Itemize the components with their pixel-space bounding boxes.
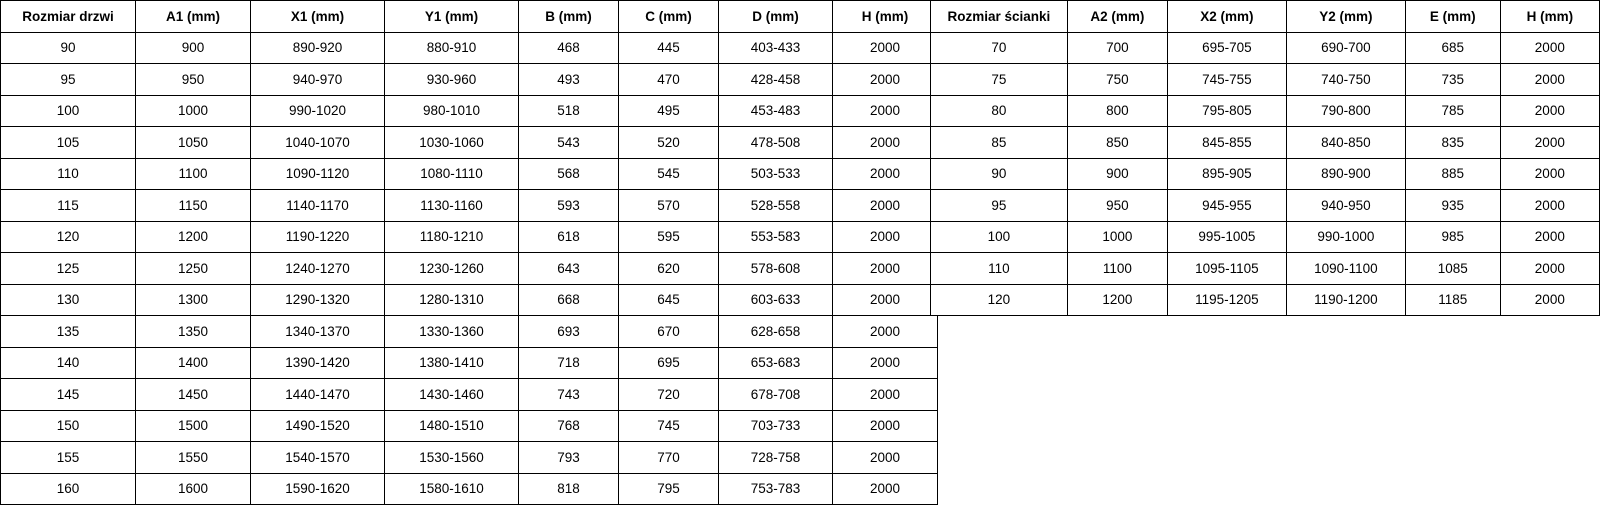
doors-cell: 980-1010 <box>385 95 519 127</box>
walls-cell: 935 <box>1405 190 1500 222</box>
walls-cell: 2000 <box>1500 95 1599 127</box>
doors-cell: 2000 <box>833 253 938 285</box>
doors-cell: 1140-1170 <box>251 190 385 222</box>
table-row <box>1 410 938 442</box>
doors-cell: 478-508 <box>719 127 833 159</box>
doors-cell: 95 <box>1 64 136 96</box>
doors-cell: 568 <box>519 158 619 190</box>
doors-cell: 2000 <box>833 127 938 159</box>
doors-column-header: X1 (mm) <box>251 1 385 33</box>
walls-dimensions-table <box>930 0 1600 316</box>
doors-cell: 2000 <box>833 379 938 411</box>
doors-cell: 628-658 <box>719 316 833 348</box>
doors-cell: 603-633 <box>719 284 833 316</box>
doors-cell: 2000 <box>833 64 938 96</box>
doors-cell: 578-608 <box>719 253 833 285</box>
walls-cell: 110 <box>931 253 1068 285</box>
doors-cell: 105 <box>1 127 136 159</box>
walls-cell: 800 <box>1067 95 1167 127</box>
walls-cell: 990-1000 <box>1286 221 1405 253</box>
walls-cell: 840-850 <box>1286 127 1405 159</box>
doors-cell: 620 <box>619 253 719 285</box>
walls-cell: 845-855 <box>1167 127 1286 159</box>
doors-cell: 120 <box>1 221 136 253</box>
doors-cell: 1340-1370 <box>251 316 385 348</box>
doors-cell: 528-558 <box>719 190 833 222</box>
table-row <box>1 158 938 190</box>
table-row <box>1 473 938 505</box>
walls-cell: 795-805 <box>1167 95 1286 127</box>
walls-cell: 695-705 <box>1167 32 1286 64</box>
doors-cell: 770 <box>619 442 719 474</box>
walls-cell: 85 <box>931 127 1068 159</box>
walls-cell: 2000 <box>1500 32 1599 64</box>
doors-cell: 1040-1070 <box>251 127 385 159</box>
doors-cell: 880-910 <box>385 32 519 64</box>
doors-cell: 1380-1410 <box>385 347 519 379</box>
doors-column-header: D (mm) <box>719 1 833 33</box>
doors-cell: 1240-1270 <box>251 253 385 285</box>
doors-cell: 818 <box>519 473 619 505</box>
walls-cell: 1190-1200 <box>1286 284 1405 316</box>
doors-cell: 2000 <box>833 95 938 127</box>
walls-cell: 995-1005 <box>1167 221 1286 253</box>
walls-cell: 1085 <box>1405 253 1500 285</box>
doors-cell: 553-583 <box>719 221 833 253</box>
doors-cell: 890-920 <box>251 32 385 64</box>
walls-cell: 2000 <box>1500 221 1599 253</box>
doors-cell: 1500 <box>136 410 251 442</box>
doors-cell: 1350 <box>136 316 251 348</box>
doors-cell: 1480-1510 <box>385 410 519 442</box>
walls-cell: 2000 <box>1500 127 1599 159</box>
doors-cell: 2000 <box>833 347 938 379</box>
doors-cell: 2000 <box>833 410 938 442</box>
doors-cell: 1530-1560 <box>385 442 519 474</box>
walls-cell: 890-900 <box>1286 158 1405 190</box>
doors-cell: 745 <box>619 410 719 442</box>
walls-table-body <box>931 32 1600 316</box>
walls-cell: 120 <box>931 284 1068 316</box>
walls-cell: 1000 <box>1067 221 1167 253</box>
doors-column-header: Y1 (mm) <box>385 1 519 33</box>
walls-column-header: A2 (mm) <box>1067 1 1167 33</box>
walls-cell: 835 <box>1405 127 1500 159</box>
walls-cell: 745-755 <box>1167 64 1286 96</box>
table-row <box>1 442 938 474</box>
doors-cell: 453-483 <box>719 95 833 127</box>
doors-cell: 403-433 <box>719 32 833 64</box>
table-row <box>1 253 938 285</box>
walls-cell: 740-750 <box>1286 64 1405 96</box>
doors-cell: 1050 <box>136 127 251 159</box>
table-row <box>931 127 1600 159</box>
doors-cell: 1600 <box>136 473 251 505</box>
table-row <box>1 221 938 253</box>
table-row <box>931 32 1600 64</box>
walls-cell: 945-955 <box>1167 190 1286 222</box>
doors-cell: 90 <box>1 32 136 64</box>
walls-cell: 70 <box>931 32 1068 64</box>
doors-cell: 768 <box>519 410 619 442</box>
table-row <box>1 347 938 379</box>
walls-cell: 785 <box>1405 95 1500 127</box>
doors-cell: 1190-1220 <box>251 221 385 253</box>
table-row <box>931 253 1600 285</box>
walls-cell: 790-800 <box>1286 95 1405 127</box>
doors-cell: 2000 <box>833 221 938 253</box>
doors-cell: 110 <box>1 158 136 190</box>
doors-cell: 503-533 <box>719 158 833 190</box>
walls-cell: 850 <box>1067 127 1167 159</box>
walls-cell: 1200 <box>1067 284 1167 316</box>
walls-cell: 950 <box>1067 190 1167 222</box>
doors-cell: 493 <box>519 64 619 96</box>
doors-cell: 518 <box>519 95 619 127</box>
doors-cell: 545 <box>619 158 719 190</box>
doors-cell: 125 <box>1 253 136 285</box>
doors-cell: 135 <box>1 316 136 348</box>
walls-cell: 735 <box>1405 64 1500 96</box>
doors-cell: 720 <box>619 379 719 411</box>
doors-cell: 1030-1060 <box>385 127 519 159</box>
walls-column-header: Rozmiar ścianki <box>931 1 1068 33</box>
walls-cell: 1195-1205 <box>1167 284 1286 316</box>
doors-cell: 743 <box>519 379 619 411</box>
walls-table-head <box>931 1 1600 33</box>
doors-cell: 950 <box>136 64 251 96</box>
table-row <box>1 190 938 222</box>
table-row <box>931 158 1600 190</box>
doors-cell: 145 <box>1 379 136 411</box>
doors-table-head <box>1 1 938 33</box>
doors-cell: 1330-1360 <box>385 316 519 348</box>
doors-cell: 753-783 <box>719 473 833 505</box>
table-header-row <box>931 1 1600 33</box>
walls-cell: 985 <box>1405 221 1500 253</box>
doors-cell: 1090-1120 <box>251 158 385 190</box>
doors-cell: 940-970 <box>251 64 385 96</box>
doors-cell: 1230-1260 <box>385 253 519 285</box>
table-row <box>1 284 938 316</box>
doors-cell: 718 <box>519 347 619 379</box>
doors-cell: 155 <box>1 442 136 474</box>
walls-cell: 100 <box>931 221 1068 253</box>
doors-cell: 130 <box>1 284 136 316</box>
table-row <box>1 95 938 127</box>
doors-cell: 678-708 <box>719 379 833 411</box>
doors-cell: 693 <box>519 316 619 348</box>
doors-cell: 100 <box>1 95 136 127</box>
doors-cell: 140 <box>1 347 136 379</box>
doors-cell: 930-960 <box>385 64 519 96</box>
doors-cell: 1080-1110 <box>385 158 519 190</box>
doors-cell: 470 <box>619 64 719 96</box>
doors-cell: 543 <box>519 127 619 159</box>
doors-cell: 1130-1160 <box>385 190 519 222</box>
doors-cell: 428-458 <box>719 64 833 96</box>
walls-cell: 895-905 <box>1167 158 1286 190</box>
doors-cell: 468 <box>519 32 619 64</box>
doors-cell: 160 <box>1 473 136 505</box>
doors-cell: 1490-1520 <box>251 410 385 442</box>
doors-cell: 1100 <box>136 158 251 190</box>
walls-cell: 885 <box>1405 158 1500 190</box>
doors-cell: 1400 <box>136 347 251 379</box>
doors-cell: 1290-1320 <box>251 284 385 316</box>
walls-cell: 750 <box>1067 64 1167 96</box>
walls-cell: 2000 <box>1500 64 1599 96</box>
table-row <box>1 316 938 348</box>
walls-column-header: E (mm) <box>1405 1 1500 33</box>
walls-cell: 75 <box>931 64 1068 96</box>
table-row <box>931 95 1600 127</box>
walls-cell: 2000 <box>1500 284 1599 316</box>
table-row <box>1 379 938 411</box>
walls-cell: 1100 <box>1067 253 1167 285</box>
doors-cell: 695 <box>619 347 719 379</box>
doors-cell: 1450 <box>136 379 251 411</box>
walls-dimensions-table-container <box>930 0 1600 316</box>
doors-cell: 643 <box>519 253 619 285</box>
doors-cell: 653-683 <box>719 347 833 379</box>
doors-cell: 115 <box>1 190 136 222</box>
doors-cell: 2000 <box>833 473 938 505</box>
doors-table-body <box>1 32 938 505</box>
table-row <box>931 221 1600 253</box>
walls-cell: 95 <box>931 190 1068 222</box>
doors-cell: 900 <box>136 32 251 64</box>
walls-cell: 2000 <box>1500 158 1599 190</box>
doors-cell: 1390-1420 <box>251 347 385 379</box>
walls-cell: 1095-1105 <box>1167 253 1286 285</box>
walls-cell: 900 <box>1067 158 1167 190</box>
walls-cell: 700 <box>1067 32 1167 64</box>
doors-column-header: Rozmiar drzwi <box>1 1 136 33</box>
table-row <box>931 284 1600 316</box>
table-row <box>1 127 938 159</box>
doors-cell: 670 <box>619 316 719 348</box>
doors-cell: 1550 <box>136 442 251 474</box>
doors-cell: 2000 <box>833 158 938 190</box>
doors-cell: 990-1020 <box>251 95 385 127</box>
walls-column-header: H (mm) <box>1500 1 1599 33</box>
doors-cell: 1430-1460 <box>385 379 519 411</box>
doors-cell: 728-758 <box>719 442 833 474</box>
walls-cell: 2000 <box>1500 253 1599 285</box>
walls-cell: 1090-1100 <box>1286 253 1405 285</box>
walls-cell: 90 <box>931 158 1068 190</box>
doors-column-header: H (mm) <box>833 1 938 33</box>
walls-column-header: X2 (mm) <box>1167 1 1286 33</box>
walls-cell: 1185 <box>1405 284 1500 316</box>
walls-column-header: Y2 (mm) <box>1286 1 1405 33</box>
walls-cell: 685 <box>1405 32 1500 64</box>
walls-cell: 940-950 <box>1286 190 1405 222</box>
doors-cell: 1300 <box>136 284 251 316</box>
doors-cell: 570 <box>619 190 719 222</box>
doors-cell: 1250 <box>136 253 251 285</box>
doors-cell: 150 <box>1 410 136 442</box>
doors-column-header: B (mm) <box>519 1 619 33</box>
doors-column-header: A1 (mm) <box>136 1 251 33</box>
doors-column-header: C (mm) <box>619 1 719 33</box>
doors-cell: 668 <box>519 284 619 316</box>
doors-cell: 1200 <box>136 221 251 253</box>
doors-cell: 1540-1570 <box>251 442 385 474</box>
doors-cell: 595 <box>619 221 719 253</box>
doors-cell: 593 <box>519 190 619 222</box>
doors-cell: 1180-1210 <box>385 221 519 253</box>
doors-cell: 1150 <box>136 190 251 222</box>
doors-cell: 1580-1610 <box>385 473 519 505</box>
table-header-row <box>1 1 938 33</box>
table-row <box>931 190 1600 222</box>
walls-cell: 80 <box>931 95 1068 127</box>
doors-cell: 1000 <box>136 95 251 127</box>
doors-cell: 645 <box>619 284 719 316</box>
walls-cell: 2000 <box>1500 190 1599 222</box>
doors-cell: 495 <box>619 95 719 127</box>
table-row <box>1 32 938 64</box>
doors-cell: 1590-1620 <box>251 473 385 505</box>
doors-cell: 618 <box>519 221 619 253</box>
doors-cell: 2000 <box>833 316 938 348</box>
doors-cell: 795 <box>619 473 719 505</box>
table-row <box>931 64 1600 96</box>
doors-cell: 793 <box>519 442 619 474</box>
doors-cell: 1280-1310 <box>385 284 519 316</box>
table-row <box>1 64 938 96</box>
doors-cell: 2000 <box>833 442 938 474</box>
doors-cell: 2000 <box>833 284 938 316</box>
doors-cell: 520 <box>619 127 719 159</box>
doors-cell: 1440-1470 <box>251 379 385 411</box>
doors-cell: 703-733 <box>719 410 833 442</box>
doors-cell: 2000 <box>833 32 938 64</box>
doors-cell: 2000 <box>833 190 938 222</box>
doors-cell: 445 <box>619 32 719 64</box>
walls-cell: 690-700 <box>1286 32 1405 64</box>
